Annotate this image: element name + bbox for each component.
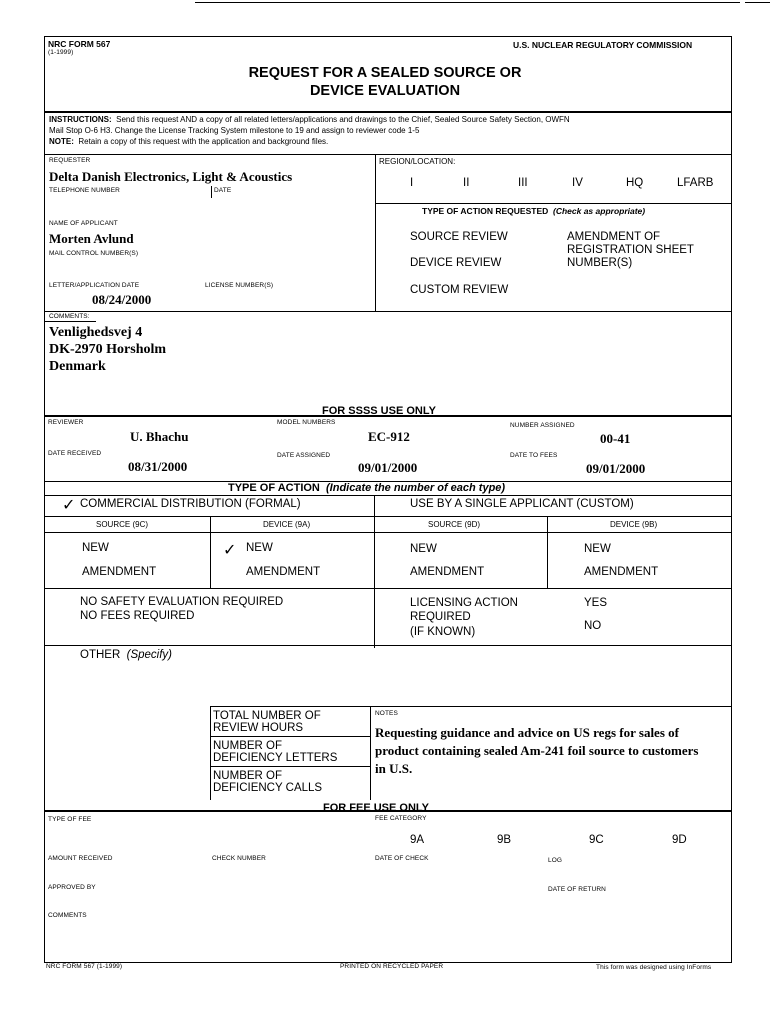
single-applicant-option[interactable]: USE BY A SINGLE APPLICANT (CUSTOM): [410, 498, 634, 510]
divider: [210, 736, 370, 737]
check-number-label: CHECK NUMBER: [212, 855, 266, 862]
amendment-line1[interactable]: AMENDMENT OF: [567, 231, 661, 243]
device-9b-heading: DEVICE (9B): [610, 520, 658, 529]
licensing-action-line1: LICENSING ACTION: [410, 597, 518, 609]
source-review-option[interactable]: SOURCE REVIEW: [410, 231, 508, 243]
comments-line1[interactable]: Venlighedsvej 4: [49, 325, 143, 340]
fee-category-9b[interactable]: 9B: [497, 834, 512, 846]
region-option-i[interactable]: I: [410, 177, 414, 189]
def-calls-line1: NUMBER OF: [213, 770, 282, 782]
notes-label: NOTES: [375, 710, 398, 717]
total-hours-line1: TOTAL NUMBER OF: [213, 710, 321, 722]
date-of-check-label: DATE OF CHECK: [375, 855, 429, 862]
reviewer-value[interactable]: U. Bhachu: [130, 429, 189, 444]
notes-line3[interactable]: in U.S.: [375, 761, 413, 776]
form-title-line1: REQUEST FOR A SEALED SOURCE OR: [248, 65, 522, 81]
divider: [44, 588, 731, 589]
licensing-action-line2: REQUIRED: [410, 611, 471, 623]
new-9d-option[interactable]: NEW: [410, 543, 437, 555]
letter-date-label: LETTER/APPLICATION DATE: [49, 282, 140, 289]
footer-recycled: PRINTED ON RECYCLED PAPER: [340, 963, 444, 970]
amendment-line3: NUMBER(S): [567, 257, 633, 269]
new-9a-option[interactable]: NEW: [246, 542, 273, 554]
divider: [375, 154, 376, 312]
other-label: OTHER: [80, 649, 121, 661]
action-requested-note: (Check as appropriate): [553, 206, 646, 216]
custom-review-option[interactable]: CUSTOM REVIEW: [410, 284, 509, 296]
model-label: MODEL NUMBERS: [277, 419, 336, 426]
number-assigned-label: NUMBER ASSIGNED: [510, 422, 575, 429]
comments-line3[interactable]: Denmark: [49, 359, 106, 374]
applicant-label: NAME OF APPLICANT: [49, 220, 118, 227]
date-of-return-label: DATE OF RETURN: [548, 886, 606, 893]
def-calls-line2: DEFICIENCY CALLS: [213, 782, 323, 794]
fee-category-9c[interactable]: 9C: [589, 834, 604, 846]
letter-date-value[interactable]: 08/24/2000: [92, 292, 152, 307]
new-9c-option[interactable]: NEW: [82, 542, 109, 554]
def-letters-line2: DEFICIENCY LETTERS: [213, 752, 338, 764]
source-9c-heading: SOURCE (9C): [96, 520, 149, 529]
divider: [374, 495, 375, 517]
divider: [210, 706, 731, 707]
divider: [44, 495, 731, 496]
date-received-label: DATE RECEIVED: [48, 450, 102, 457]
total-hours-line2: REVIEW HOURS: [213, 722, 304, 734]
date-received-value[interactable]: 08/31/2000: [128, 459, 188, 474]
license-label: LICENSE NUMBER(S): [205, 282, 274, 289]
divider: [44, 645, 731, 646]
footer-designed: This form was designed using InForms: [596, 964, 712, 971]
no-fees-option[interactable]: NO FEES REQUIRED: [80, 610, 195, 622]
footer-form-id: NRC FORM 567 (1-1999): [46, 963, 123, 970]
region-option-iii[interactable]: III: [518, 177, 528, 189]
new-9b-option[interactable]: NEW: [584, 543, 611, 555]
divider: [210, 766, 370, 767]
no-safety-option[interactable]: NO SAFETY EVALUATION REQUIRED: [80, 596, 284, 608]
ssss-heading: FOR SSSS USE ONLY: [322, 405, 436, 417]
comments-label: COMMENTS:: [49, 313, 90, 320]
amendment-9d-option[interactable]: AMENDMENT: [410, 566, 485, 578]
divider: [44, 154, 731, 155]
divider: [44, 311, 731, 312]
fee-heading: FOR FEE USE ONLY: [323, 802, 429, 814]
divider: [44, 532, 731, 533]
region-label: REGION/LOCATION:: [379, 157, 456, 166]
action-requested-heading: [422, 206, 645, 216]
date-to-fees-label: DATE TO FEES: [510, 452, 558, 459]
licensing-action-line3: (IF KNOWN): [410, 626, 476, 638]
form-id: NRC FORM 567: [48, 39, 111, 49]
notes-line2[interactable]: product containing sealed Am-241 foil source to customers: [375, 743, 699, 758]
divider: [374, 588, 375, 648]
divider: [44, 321, 96, 322]
instructions-label: INSTRUCTIONS:: [49, 115, 112, 124]
scan-edge-line: [195, 2, 740, 3]
instructions-line2: Mail Stop O-6 H3. Change the License Tracking System milestone to 19 and assign to reviewer code 1-5: [49, 126, 420, 135]
type-of-action-heading: [228, 482, 505, 494]
scan-edge-line: [745, 2, 770, 3]
device-review-option[interactable]: DEVICE REVIEW: [410, 257, 502, 269]
date-label: DATE: [214, 187, 232, 194]
requester-value[interactable]: Delta Danish Electronics, Light & Acoustics: [49, 169, 293, 184]
amendment-9b-option[interactable]: AMENDMENT: [584, 566, 659, 578]
checkmark-icon: ✓: [223, 540, 237, 559]
note-label: NOTE:: [49, 137, 74, 146]
date-assigned-value[interactable]: 09/01/2000: [358, 460, 418, 475]
fee-category-9d[interactable]: 9D: [672, 834, 687, 846]
amount-received-label: AMOUNT RECEIVED: [48, 855, 113, 862]
type-of-action-note: (Indicate the number of each type): [326, 482, 506, 494]
region-option-ii[interactable]: II: [463, 177, 470, 189]
telephone-label: TELEPHONE NUMBER: [49, 187, 120, 194]
divider: [210, 516, 211, 588]
notes-line1[interactable]: Requesting guidance and advice on US regs for sales of: [375, 725, 679, 740]
divider: [211, 186, 212, 198]
action-requested-title: TYPE OF ACTION REQUESTED: [422, 206, 549, 216]
region-option-lfarb[interactable]: LFARB: [677, 177, 714, 189]
model-value[interactable]: EC-912: [368, 429, 410, 444]
commercial-distribution-option[interactable]: COMMERCIAL DISTRIBUTION (FORMAL): [80, 498, 301, 510]
licensing-no-option[interactable]: NO: [584, 620, 602, 632]
region-option-iv[interactable]: IV: [572, 177, 583, 189]
applicant-value[interactable]: Morten Avlund: [49, 231, 134, 246]
fee-category-label: FEE CATEGORY: [375, 815, 427, 822]
licensing-yes-option[interactable]: YES: [584, 597, 608, 609]
instructions-text: Send this request AND a copy of all related letters/applications and drawings to the Chief, Sealed Source Safety Section, OWFN: [116, 115, 570, 124]
number-assigned-value[interactable]: 00-41: [600, 431, 631, 446]
def-letters-line1: NUMBER OF: [213, 740, 282, 752]
divider: [370, 706, 371, 800]
type-of-fee-label: TYPE OF FEE: [48, 816, 92, 823]
divider: [375, 203, 731, 204]
reviewer-label: REVIEWER: [48, 419, 84, 426]
divider: [44, 111, 731, 113]
divider: [210, 706, 211, 800]
log-label: LOG: [548, 857, 563, 864]
amendment-line2: REGISTRATION SHEET: [567, 244, 694, 256]
divider: [44, 516, 731, 517]
agency-name: U.S. NUCLEAR REGULATORY COMMISSION: [513, 40, 693, 50]
checkmark-icon: ✓: [62, 495, 76, 514]
instructions: [49, 115, 570, 124]
fee-category-9a[interactable]: 9A: [410, 834, 425, 846]
region-option-hq[interactable]: HQ: [626, 177, 644, 189]
other-note: (Specify): [126, 649, 173, 661]
note-text: Retain a copy of this request with the application and background files.: [78, 137, 329, 146]
amendment-9c-option[interactable]: AMENDMENT: [82, 566, 157, 578]
date-to-fees-value[interactable]: 09/01/2000: [586, 461, 646, 476]
other-specify[interactable]: [80, 649, 172, 661]
divider: [547, 516, 548, 588]
source-9d-heading: SOURCE (9D): [428, 520, 481, 529]
mail-control-label: MAIL CONTROL NUMBER(S): [49, 250, 139, 257]
note: [49, 137, 328, 146]
comments-line2[interactable]: DK-2970 Horsholm: [49, 342, 167, 357]
divider: [374, 516, 375, 588]
form-title-line2: DEVICE EVALUATION: [309, 83, 461, 99]
device-9a-heading: DEVICE (9A): [263, 520, 311, 529]
date-assigned-label: DATE ASSIGNED: [277, 452, 331, 459]
requester-label: REQUESTER: [49, 157, 91, 164]
amendment-9a-option[interactable]: AMENDMENT: [246, 566, 321, 578]
type-of-action-title: TYPE OF ACTION: [228, 482, 320, 494]
form-rev: (1-1999): [48, 49, 74, 56]
approved-by-label: APPROVED BY: [48, 884, 96, 891]
fee-comments-label: COMMENTS: [48, 912, 87, 919]
